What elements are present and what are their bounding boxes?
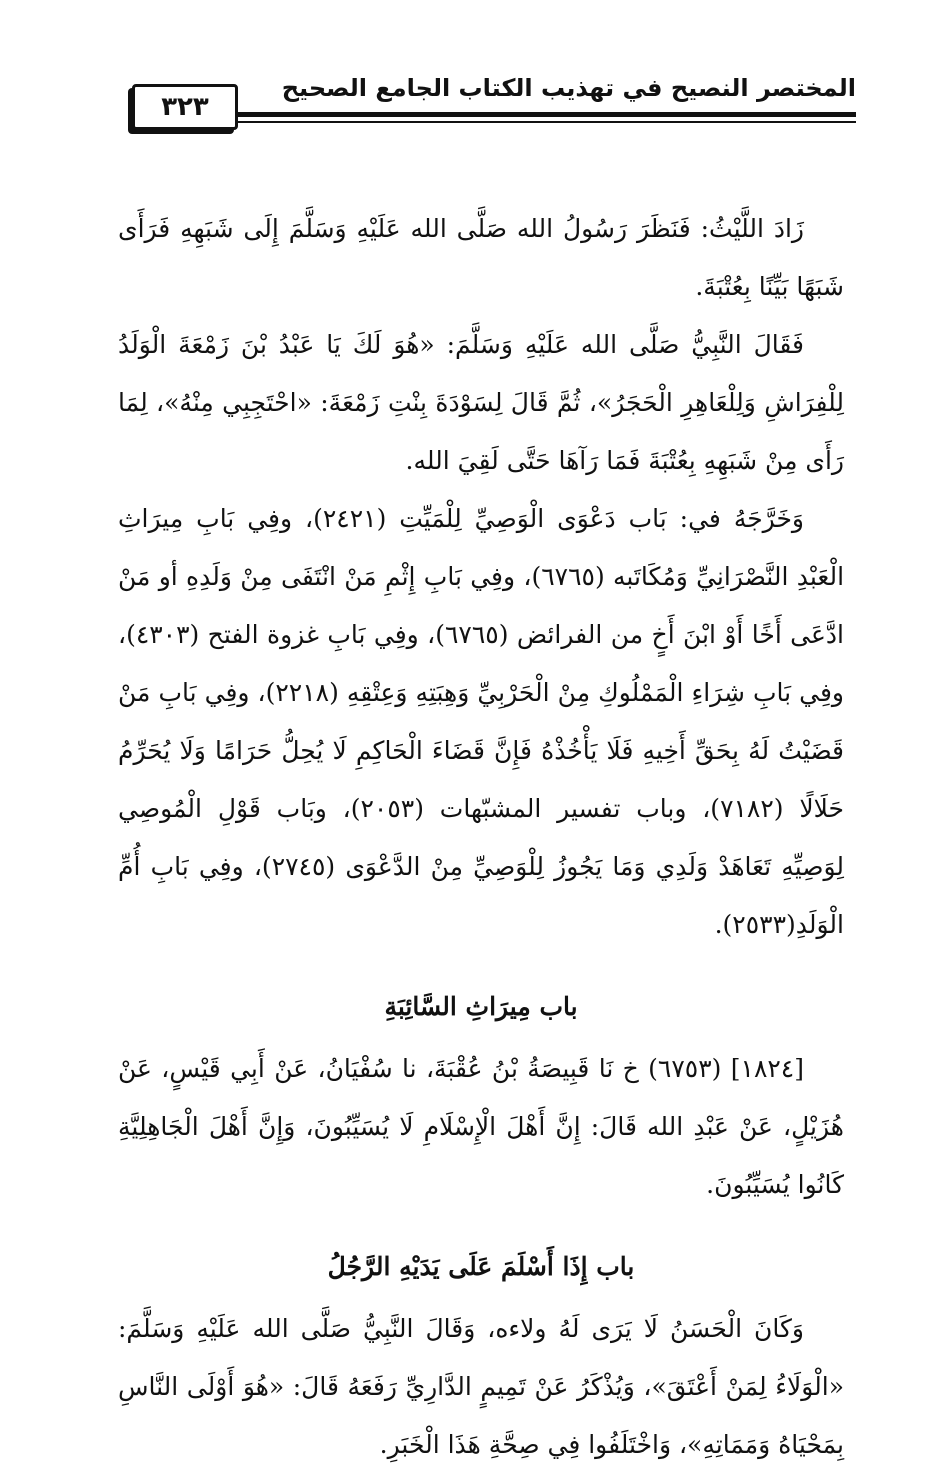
paragraph-4: [١٨٢٤] (٦٧٥٣) خ نَا قَبِيصَةُ بْنُ عُقْبَةَ، نا سُفْيَانُ، عَنْ أَبِي قَيْسٍ، عَنْ هُزَيْلٍ، عَنْ عَبْدِ الله قَالَ: إِنَّ أَهْلَ الْإِسْلَامِ لَا يُسَيِّبُونَ، وَإِنَّ أَهْلَ الْجَاهِلِيَّةِ كَانُوا يُسَيِّبُونَ. bbox=[118, 1054, 844, 1199]
paragraph-5: وَكَانَ الْحَسَنُ لَا يَرَى لَهُ ولاءه، وَقَالَ النَّبِيُّ صَلَّى الله عَلَيْهِ وَسَلَّمَ: «الْوَلَاءُ لِمَنْ أَعْتَقَ»، وَيُذْكَرُ عَنْ تَمِيمٍ الدَّارِيِّ رَفَعَهُ قَالَ: «هُوَ أَوْلَى النَّاسِ بِمَحْيَاهُ وَمَمَاتِهِ»، وَاخْتَلَفُوا فِي صِحَّةِ هَذَا الْخَبَرِ. bbox=[118, 1314, 844, 1459]
page-body bbox=[118, 200, 844, 1474]
paragraph-1: زَادَ اللَّيْثُ: فَنَظَرَ رَسُولُ الله صَلَّى الله عَلَيْهِ وَسَلَّمَ إِلَى شَبَهِهِ فَرَأَى شَبَهًا بَيِّنًا بِعُتْبَةَ. bbox=[118, 214, 844, 301]
paragraph-3: وَخَرَّجَهُ في: بَاب دَعْوَى الْوَصِيِّ لِلْمَيِّتِ (٢٤٢١)، وفِي بَابِ مِيرَاثِ الْعَبْدِ النَّصْرَانِيِّ وَمُكَاتَبه (٦٧٦٥)، وفِي بَابِ إِثْمِ مَنْ انْتَفَى مِنْ وَلَدِهِ أو مَنْ ادَّعَى أَخًا أَوْ ابْنَ أَخٍ من الفرائض (٦٧٦٥)، وفِي بَابِ غزوة الفتح (٤٣٠٣)، وفِي بَابِ شِرَاءِ الْمَمْلُوكِ مِنْ الْحَرْبِيِّ وَهِبَتِهِ وَعِتْقِهِ (٢٢١٨)، وفِي بَابِ مَنْ قَضَيْتُ لَهُ بِحَقِّ أَخِيهِ فَلَا يَأْخُذْهُ فَإِنَّ قَضَاءَ الْحَاكِمِ لَا يُحِلُّ حَرَامًا وَلَا يُحَرِّمُ حَلَالًا (٧١٨٢)، وباب تفسير المشبّهات (٢٠٥٣)، وبَاب قَوْلِ الْمُوصِي لِوَصِيِّهِ تَعَاهَدْ وَلَدِي وَمَا يَجُوزُ لِلْوَصِيِّ مِنْ الدَّعْوَى (٢٧٤٥)، وفِي بَابِ أُمِّ الْوَلَدِ(٢٥٣٣). bbox=[118, 504, 845, 939]
header-rule-thick bbox=[236, 112, 856, 117]
running-title: المختصر النصيح في تهذيب الكتاب الجامع الصحيح bbox=[281, 74, 856, 102]
page-number: ٣٢٣ bbox=[132, 84, 238, 130]
header-rule-thin bbox=[236, 121, 856, 123]
page-header bbox=[124, 70, 856, 140]
paragraph-2: فَقَالَ النَّبِيُّ صَلَّى الله عَلَيْهِ وَسَلَّمَ: «هُوَ لَكَ يَا عَبْدُ بْنَ زَمْعَةَ الْوَلَدُ لِلْفِرَاشِ وَلِلْعَاهِرِ الْحَجَرُ»، ثُمَّ قَالَ لِسَوْدَةَ بِنْتِ زَمْعَةَ: «احْتَجِبِي مِنْهُ»، لِمَا رَأَى مِنْ شَبَهِهِ بِعُتْبَةَ فَمَا رَآهَا حَتَّى لَقِيَ الله. bbox=[118, 330, 844, 475]
section-heading-2: باب إِذَا أَسْلَمَ عَلَى يَدَيْهِ الرَّجُلُ bbox=[327, 1252, 635, 1281]
section-heading-1: باب مِيرَاثِ السَّائِبَةِ bbox=[384, 992, 578, 1021]
